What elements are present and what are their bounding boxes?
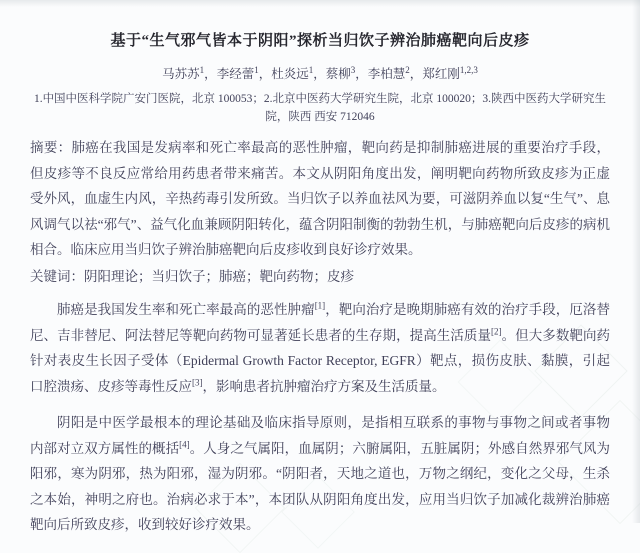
author-name: 郑红刚 xyxy=(422,67,460,82)
reference-marker: [1] xyxy=(314,300,326,311)
abstract-label: 摘要： xyxy=(30,140,72,156)
body-paragraph-1: 肺癌是我国发生率和死亡率最高的恶性肿瘤[1]，靶向治疗是晚期肺癌有效的治疗手段，厄洛替尼、吉非替尼、阿法替尼等靶向药物可显著延长患者的生存期，提高生活质量[2]。但大多数靶向药针对表皮生长因子受体（Epidermal Growth Factor Receptor, EGFR）靶点，损伤皮肤、黏膜，引起口腔溃疡、皮疹等毒性反应[3]，影响患者抗肿瘤治疗方案及生活质量。 xyxy=(30,300,611,394)
keywords-line xyxy=(30,264,610,290)
abstract-paragraph xyxy=(30,135,610,263)
author-name: 蔡柳 xyxy=(325,67,351,82)
author-affiliation-sup: 3 xyxy=(350,65,356,75)
author-affiliation-sup: 1 xyxy=(199,65,205,75)
reference-marker: [4] xyxy=(179,439,190,450)
affiliation-line: 1.中国中医科学院广安门医院，北京 100053；2.北京中医药大学研究生院，北京 100020；3.陕西中医药大学研究生院，陕西 西安 712046 xyxy=(33,93,607,124)
author-name: 马苏苏 xyxy=(162,67,200,82)
reference-marker: [3] xyxy=(192,377,203,388)
author-affiliation-sup: 1 xyxy=(254,65,259,75)
author-line: 马苏苏$^1$，李经蕾$^1$，杜炎远$^1$，蔡柳$^3$，李柏慧$^2$，郑红刚$^{1,2,3}$ xyxy=(162,65,478,82)
author-name: 杜炎远 xyxy=(271,67,309,82)
author-affiliation-sup: 1 xyxy=(308,65,314,75)
paper-title: 基于“生气邪气皆本于阴阳”探析当归饮子辨治肺癌靶向后皮疹 xyxy=(110,33,530,49)
author-affiliation-sup: 1,2,3 xyxy=(459,65,478,75)
keywords-label: 关键词： xyxy=(30,268,84,284)
body-paragraph-2: 阴阳是中医学最根本的理论基础及临床指导原则，是指相互联系的事物与事物之间或者事物内部对立双方属性的概括[4]。人身之气属阳，血属阴；六腑属阳，五脏属阴；外感自然界邪气风为阳邪，寒为阴邪，热为阳邪，湿为阴邪。“阴阳者，天地之道也，万物之纲纪，变化之父母，生杀之本始，神明之府也。治病必求于本”，本团队从阴阳角度出发，应用当归饮子加减化裁辨治肺癌靶向后所致皮疹，收到较好诊疗效果。 xyxy=(30,415,611,533)
abstract-text: 肺癌在我国是发病率和死亡率最高的恶性肿瘤，靶向药是抑制肺癌进展的重要治疗手段，但皮疹等不良反应常给用药患者带来痛苦。本文从阴阳角度出发，阐明靶向药物所致皮疹为正虚受外风，血虚生内风，辛热药毒引发所致。当归饮子以养血祛风为要，可滋阴养血以复“生气”、息风调气以祛“邪气”、益气化血兼顾阴阳转化，蕴含阴阳制衡的勃勃生机，与肺癌靶向后皮疹的病机相合。临床应用当归饮子辨治肺癌靶向后皮疹收到良好诊疗效果。 xyxy=(30,140,611,258)
reference-marker: [2] xyxy=(491,326,502,337)
author-name: 李经蕾 xyxy=(216,67,255,82)
author-affiliation-sup: 2 xyxy=(405,65,410,75)
keywords-text: 阴阳理论；当归饮子；肺癌；靶向药物；皮疹 xyxy=(84,268,354,284)
author-name: 李柏慧 xyxy=(367,67,406,82)
